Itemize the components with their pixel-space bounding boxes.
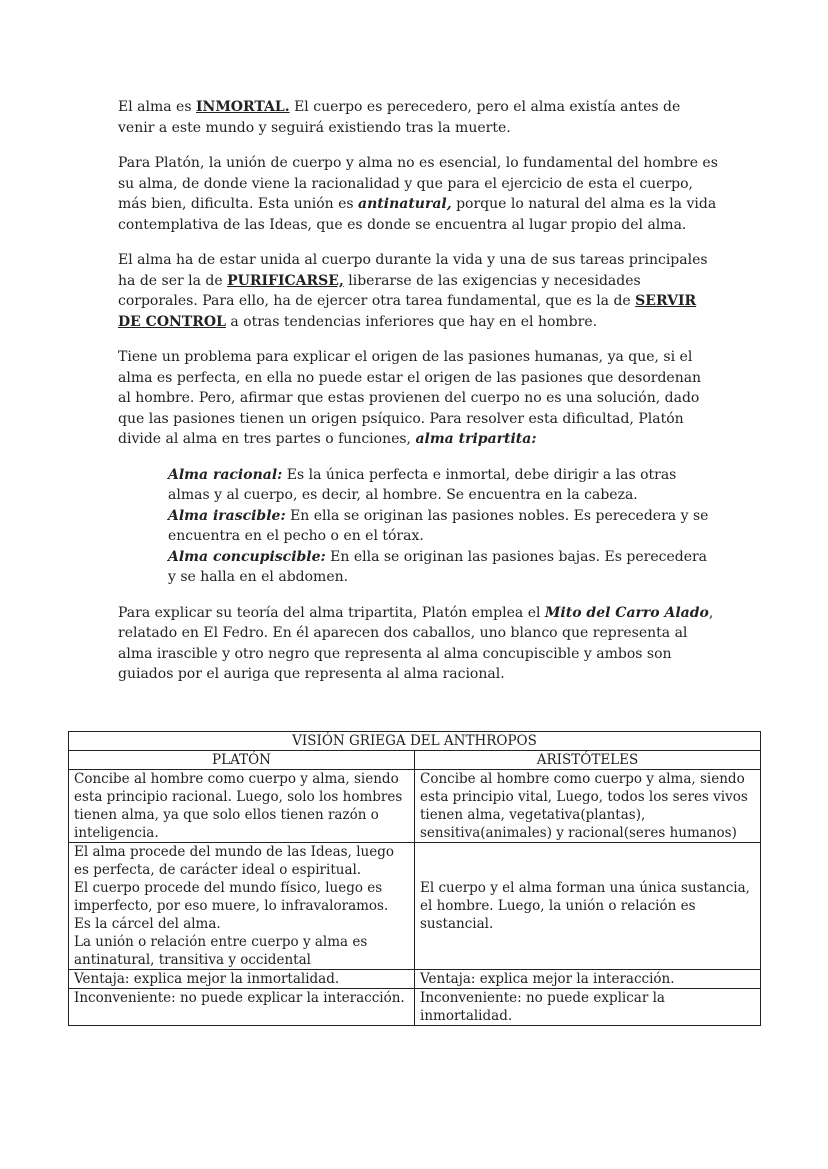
table-cell: Concibe al hombre como cuerpo y alma, siendo esta principio racional. Luego, solo los hombres tienen alma, ya que solo ellos tienen razón o inteligencia. — [69, 770, 415, 843]
table-row — [69, 970, 761, 989]
table-row — [69, 989, 761, 1026]
table-header-row — [69, 751, 761, 770]
emphasis-inmortal: INMORTAL. — [195, 99, 290, 115]
table-row — [69, 770, 761, 843]
emphasis-mito-carro-alado: Mito del Carro Alado — [544, 604, 709, 621]
paragraph-purificarse: El alma ha de estar unida al cuerpo durante la vida y una de sus tareas principales ha de ser la de PURIFICARSE, liberarse de las exigencias y necesidades corporales. Para ello, ha de ejercer otra tarea fundamental, que es la de SERVIR DE CONTROL a otras tendencias inferiores que hay en el hombre. — [118, 252, 708, 330]
table-cell: Ventaja: explica mejor la inmortalidad. — [69, 970, 415, 989]
list-item: Alma irascible: En ella se originan las pasiones nobles. Es perecedera y se encuentra en el pecho o en el tórax. — [168, 507, 709, 544]
paragraph-union: Para Platón, la unión de cuerpo y alma no es esencial, lo fundamental del hombre es su alma, de donde viene la racionalidad y que para el ejercicio de esta el cuerpo, más bien, dificulta. Esta unión es antinatural, porque lo natural del alma es la vida contemplativa de las Ideas, que es donde se encuentra al lugar propio del alma. — [118, 155, 718, 233]
list-item: Alma racional: Es la única perfecta e inmortal, debe dirigir a las otras almas y al cuerpo, es decir, al hombre. Se encuentra en la cabeza. — [168, 466, 677, 503]
table-title: VISIÓN GRIEGA DEL ANTHROPOS — [69, 732, 761, 751]
emphasis-antinatural: antinatural, — [358, 196, 452, 212]
paragraph-pasiones: Tiene un problema para explicar el origen de las pasiones humanas, ya que, si el alma es perfecta, en ella no puede estar el origen de las pasiones que desordenan al hombre. Pero, afirmar que estas provienen del cuerpo no es una solución, dado que las pasiones tienen un origen psíquico. Para resolver esta dificultad, Platón divide al alma en tres partes o funciones, alma tripartita: — [118, 349, 702, 447]
emphasis-alma-tripartita: alma tripartita: — [415, 431, 537, 447]
list-item: Alma concupiscible: En ella se originan las pasiones bajas. Es perecedera y se halla en el abdomen. — [168, 548, 708, 585]
table-title-row — [69, 732, 761, 751]
paragraph-mito: Para explicar su teoría del alma tripartita, Platón emplea el Mito del Carro Alado, relatado en El Fedro. En él aparecen dos caballos, uno blanco que representa al alma irascible y otro negro que representa al alma concupiscible y ambos son guiados por el auriga que representa al alma racional. — [118, 604, 714, 682]
alma-parts-list — [168, 465, 718, 588]
comparison-table — [68, 731, 761, 1026]
emphasis-servir-de-control: SERVIR DE CONTROL — [118, 293, 697, 330]
table-row — [69, 843, 761, 970]
paragraph-inmortal: El alma es INMORTAL. El cuerpo es perecedero, pero el alma existía antes de venir a este mundo y seguirá existiendo tras la muerte. — [118, 99, 681, 136]
emphasis-purificarse: PURIFICARSE, — [227, 272, 344, 289]
table-cell: Inconveniente: no puede explicar la interacción. — [69, 989, 415, 1026]
text-body — [118, 97, 718, 700]
column-header-aristoteles: ARISTÓTELES — [415, 751, 761, 770]
table-cell: Ventaja: explica mejor la interacción. — [415, 970, 761, 989]
table-cell: El alma procede del mundo de las Ideas, luego es perfecta, de carácter ideal o espiritual. El cuerpo procede del mundo físico, luego es imperfecto, por eso muere, lo infravaloramos. Es la cárcel del alma. La unión o relación entre cuerpo y alma es antinatural, transitiva y occidental — [69, 843, 415, 970]
table-cell: El cuerpo y el alma forman una única sustancia, el hombre. Luego, la unión o relación es sustancial. — [415, 843, 761, 970]
column-header-platon: PLATÓN — [69, 751, 415, 770]
table-cell: Inconveniente: no puede explicar la inmortalidad. — [415, 989, 761, 1026]
table-cell: Concibe al hombre como cuerpo y alma, siendo esta principio vital, Luego, todos los seres vivos tienen alma, vegetativa(plantas), sensitiva(animales) y racional(seres humanos) — [415, 770, 761, 843]
